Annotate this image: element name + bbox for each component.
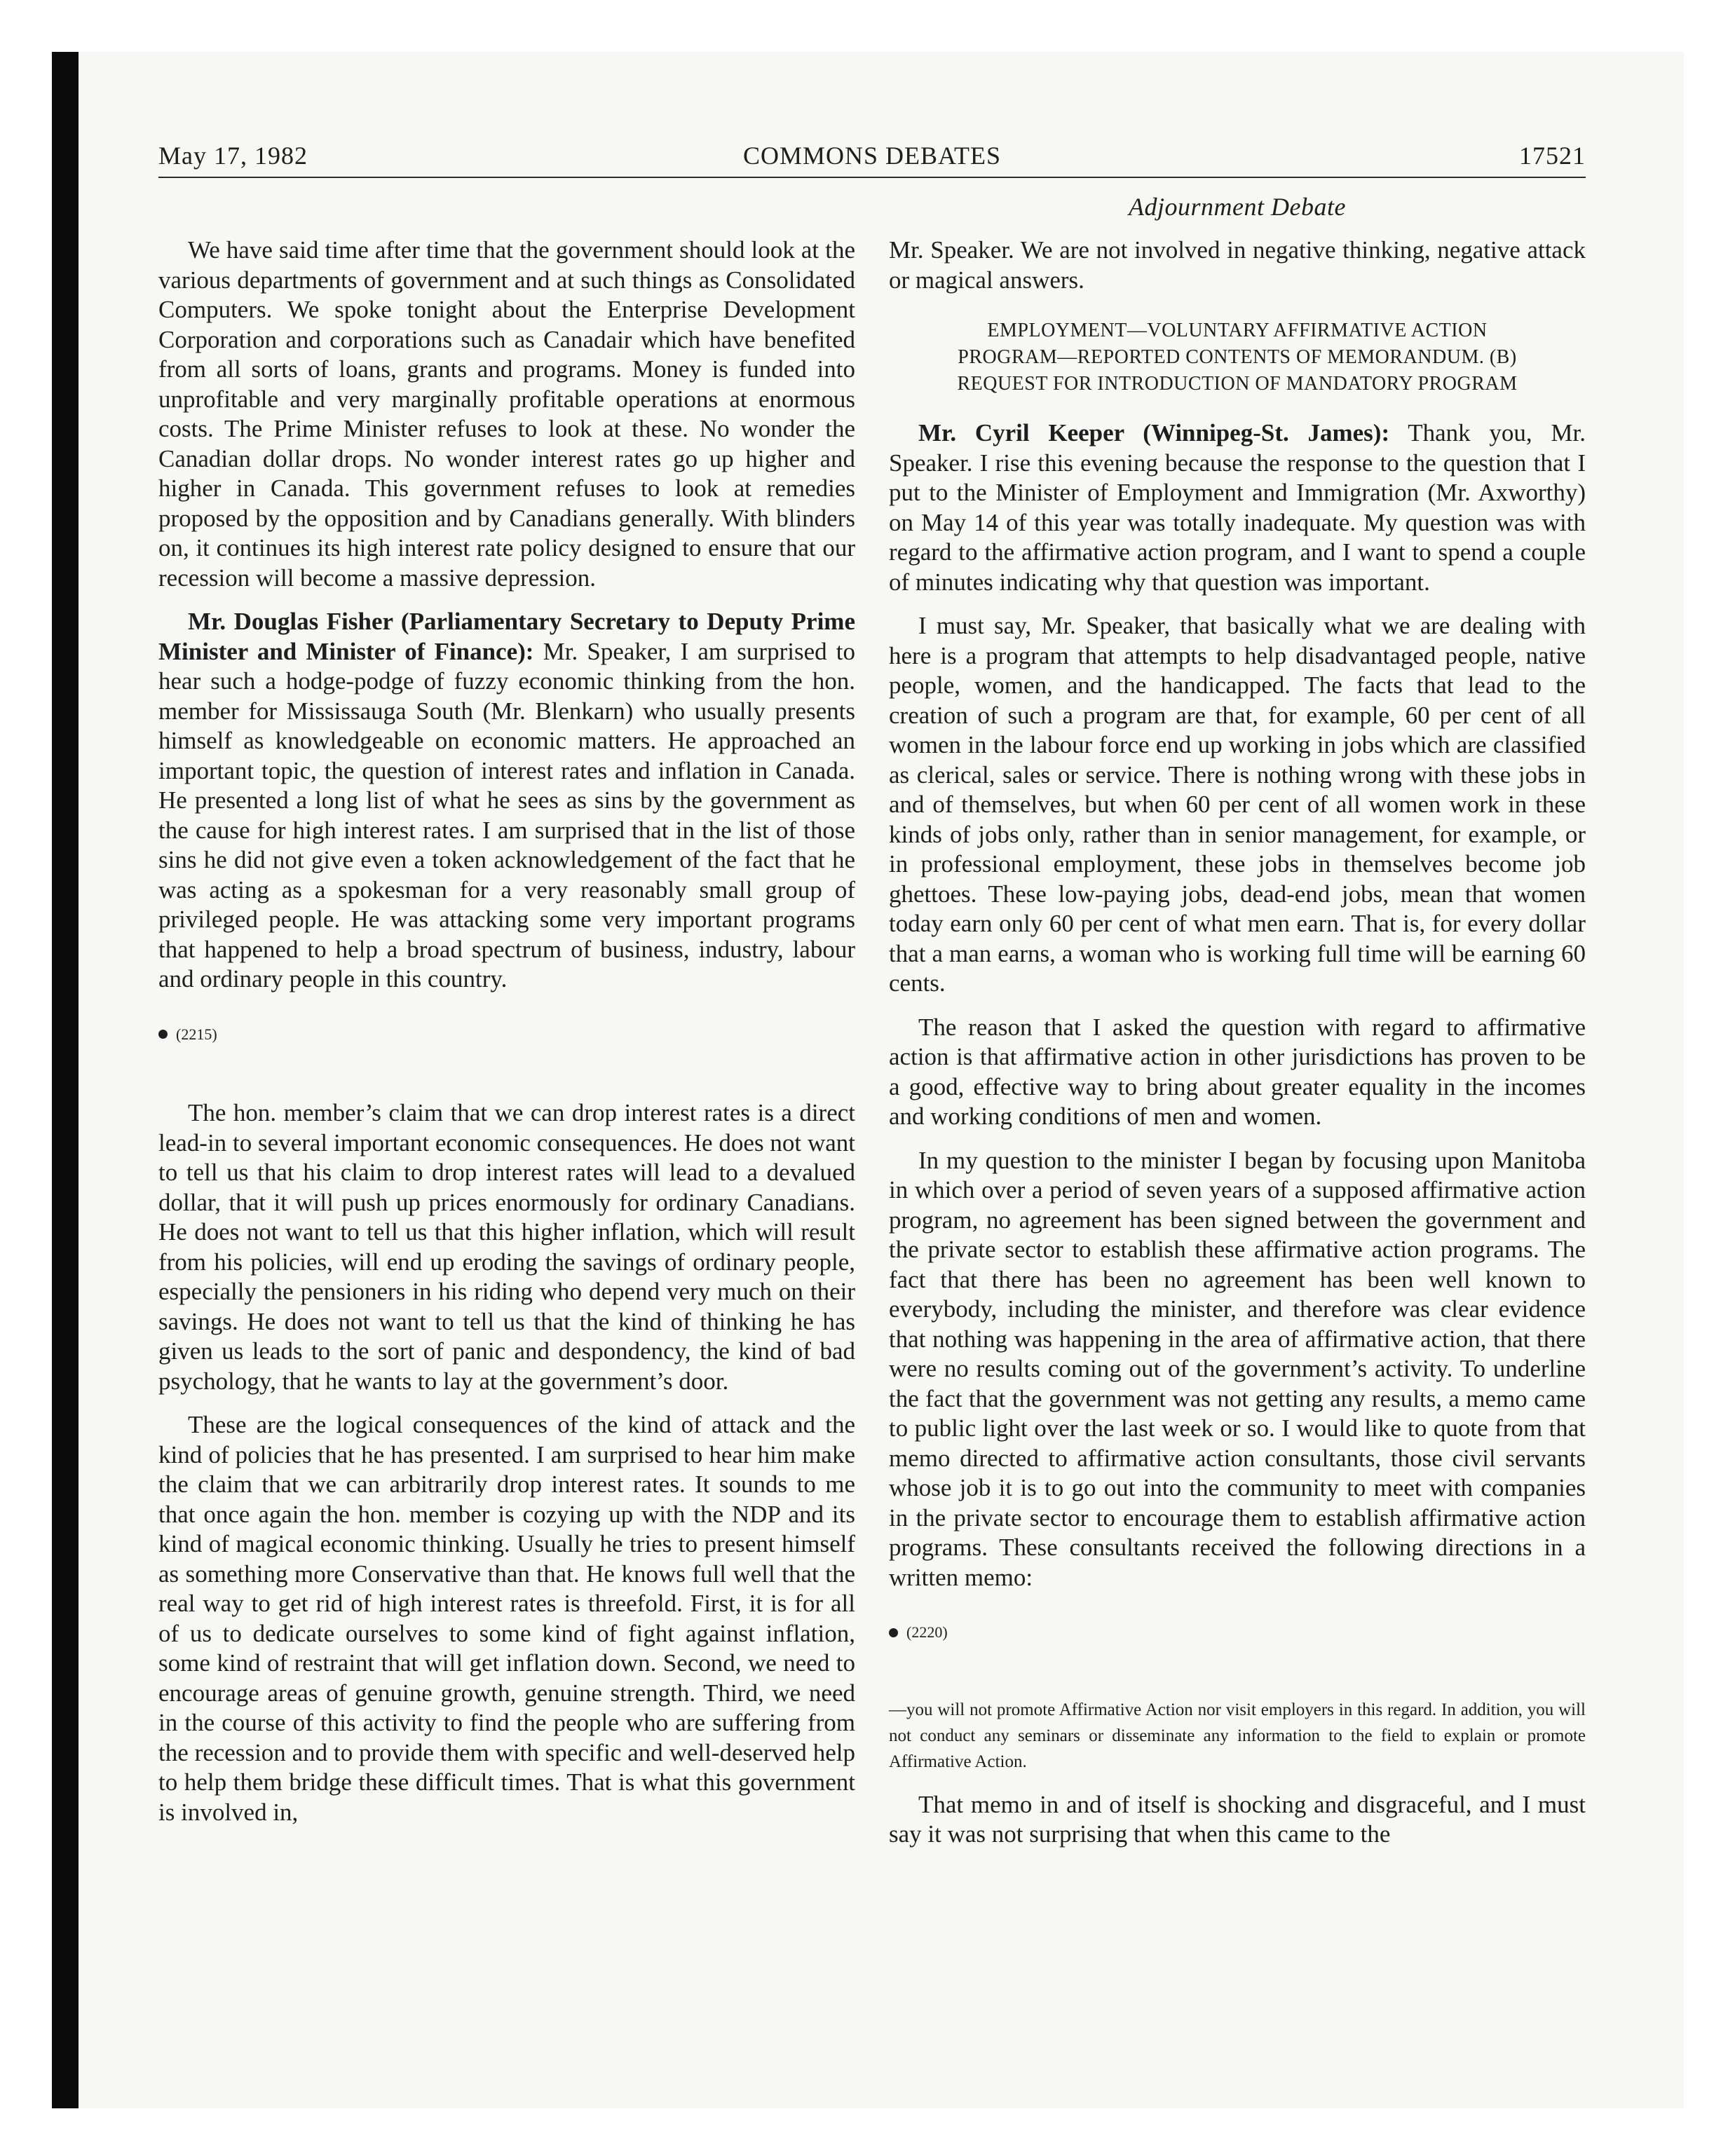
paragraph: I must say, Mr. Speaker, that basically what we are dealing with here is a program that attempts to help disadvantaged people, native people, women, and the handicapped. The facts that lead to the creation of such a program are that, for example, 60 per cent of all women in the labour force end up working in jobs which are classified as clerical, sales or service. There is nothing wrong with these jobs in and of themselves, but when 60 per cent of all women work in these kinds of jobs only, rather than in senior management, for example, or in professional employment, these jobs in themselves become job ghettoes. These low-paying jobs, dead-end jobs, mean that women today earn only 60 per cent of what men earn. That is, for every dollar that a man earns, a woman who is working full time will be earning 60 cents. [889,612,1586,997]
paragraph: The reason that I asked the question with regard to affirmative action is that affirmative action in other jurisdictions has proven to be a good, effective way to bring about greater equality in the incomes and working conditions of men and women. [889,1013,1586,1130]
memo-quote: —you will not promote Affirmative Action nor visit employers in this regard. In addition, you will not conduct any seminars or disseminate any information to the field to explain or promote Affirmative Action. [889,1700,1586,1771]
time-marker [889,1618,1586,1648]
section-heading-line: EMPLOYMENT—VOLUNTARY AFFIRMATIVE ACTION [987,320,1488,341]
time-marker [158,1020,855,1050]
speech-text: Thank you, Mr. Speaker. I rise this evening because the response to the question that I put to the Minister of Employment and Immigration (Mr. Axworthy) on May 14 of this year was totally inadequate. My question was with regard to the affirmative action program, and I want to spend a couple of minutes indicating why that question was important. [889,419,1586,596]
scan-margin-bottom [52,2108,1735,2156]
paragraph: That memo in and of itself is shocking and disgraceful, and I must say it was not surprising that when this came to the [889,1790,1586,1848]
section-heading [903,318,1572,397]
header-date: May 17, 1982 [158,142,308,170]
paragraph: In my question to the minister I began by focusing upon Manitoba in which over a period of seven years of a supposed affirmative action program, no agreement has been signed between the government and the private sector to establish these affirmative action programs. The fact that there has been no agreement has been well known to everybody, including the minister, and therefore was clear evidence that nothing was happening in the area of affirmative action, that there were no results coming out of the government’s activity. To underline the fact that the government was not getting any results, a memo came to public light over the last week or so. I would like to quote from that memo directed to affirmative action consultants, those civil servants whose job it is to go out into the community to meet with companies in the private sector to encourage them to establish affirmative action programs. These consultants received the following directions in a written memo: [889,1146,1586,1591]
paragraph: These are the logical consequences of the kind of attack and the kind of policies that he has presented. I am surprised to hear him make the claim that we can arbitrarily drop interest rates. It sounds to me that once again the hon. member is cozying up with the NDP and its kind of magical economic thinking. Usually he tries to present himself as something more Conservative than that. He knows full well that the real way to get rid of high interest rates is threefold. First, it is for all of us to dedicate ourselves to some kind of fight against inflation, some kind of restraint that will get inflation down. Second, we need to encourage areas of genuine growth, genuine strength. Third, we need in the course of this activity to find the people who are suffering from the recession and to provide them with specific and well-deserved help to help them bridge these difficult times. That is what this government is involved in, [158,1411,855,1826]
speaker-name: Mr. Cyril Keeper (Winnipeg-St. James): [918,419,1390,446]
time-marker-label: (2215) [176,1025,217,1043]
speech-text: Mr. Speaker, I am surprised to hear such a hodge-podge of fuzzy economic thinking from the hon. member for Mississauga South (Mr. Blenkarn) who usually presents himself as knowledgeable on economic matters. He approached an important topic, the question of interest rates and inflation in Canada. He presented a long list of what he sees as sins by the government as the cause for high interest rates. I am surprised that in the list of those sins he did not give even a token acknowledgement of the fact that he was acting as a spokesman for a very reasonably small group of privileged people. He was attacking some very important programs that happened to help a broad spectrum of business, industry, labour and ordinary people in this country. [158,637,855,992]
bullet-icon [158,1030,168,1039]
paragraph [889,418,1586,597]
right-column [889,236,1586,1864]
page-number: 17521 [1519,142,1586,170]
running-head: Adjournment Debate [1129,193,1346,221]
header-title: COMMONS DEBATES [742,142,1002,170]
paragraph: We have said time after time that the government should look at the various departments of government and at such things as Consolidated Computers. We spoke tonight about the Enterprise Development Corporation and corporations such as Canadair which have benefited from all sorts of loans, grants and programs. Money is funded into unprofitable and very marginally profitable operations at enormous costs. The Prime Minister refuses to look at these. No wonder the Canadian dollar drops. No wonder interest rates go up higher and higher in Canada. This government refuses to look at remedies proposed by the opposition and by Canadians generally. With blinders on, it continues its high interest rate policy designed to ensure that our recession will become a massive depression. [158,236,855,592]
scan-edge-shadow [52,52,79,2108]
speaker-name: Mr. Douglas Fisher (Parliamentary Secretary to Deputy Prime Minister and Minister of Finance): [158,608,855,665]
scan-margin-left [0,0,52,2156]
paragraph: Mr. Speaker. We are not involved in negative thinking, negative attack or magical answers. [889,236,1586,294]
section-heading-line: REQUEST FOR INTRODUCTION OF MANDATORY PROGRAM [957,373,1518,395]
time-marker-label: (2220) [906,1623,948,1641]
paragraph [158,607,855,995]
header-rule [158,177,1586,178]
section-heading-line: PROGRAM—REPORTED CONTENTS OF MEMORANDUM. (B) [958,346,1517,368]
bullet-icon [889,1628,898,1637]
paragraph: The hon. member’s claim that we can drop interest rates is a direct lead-in to several important economic consequences. He does not want to tell us that his claim to drop interest rates will lead to a devalued dollar, that it will push up prices enormously for ordinary Canadians. He does not want to tell us that this higher inflation, which will result from his policies, will end up eroding the savings of ordinary people, especially the pensioners in his riding who depend very much on their savings. He does not want to tell us that the kind of thinking he has given us leads to the sort of panic and despondency, the kind of bad psychology, that he wants to lay at the government’s door. [158,1099,855,1395]
left-column [158,236,855,1841]
page-header [158,141,1586,177]
